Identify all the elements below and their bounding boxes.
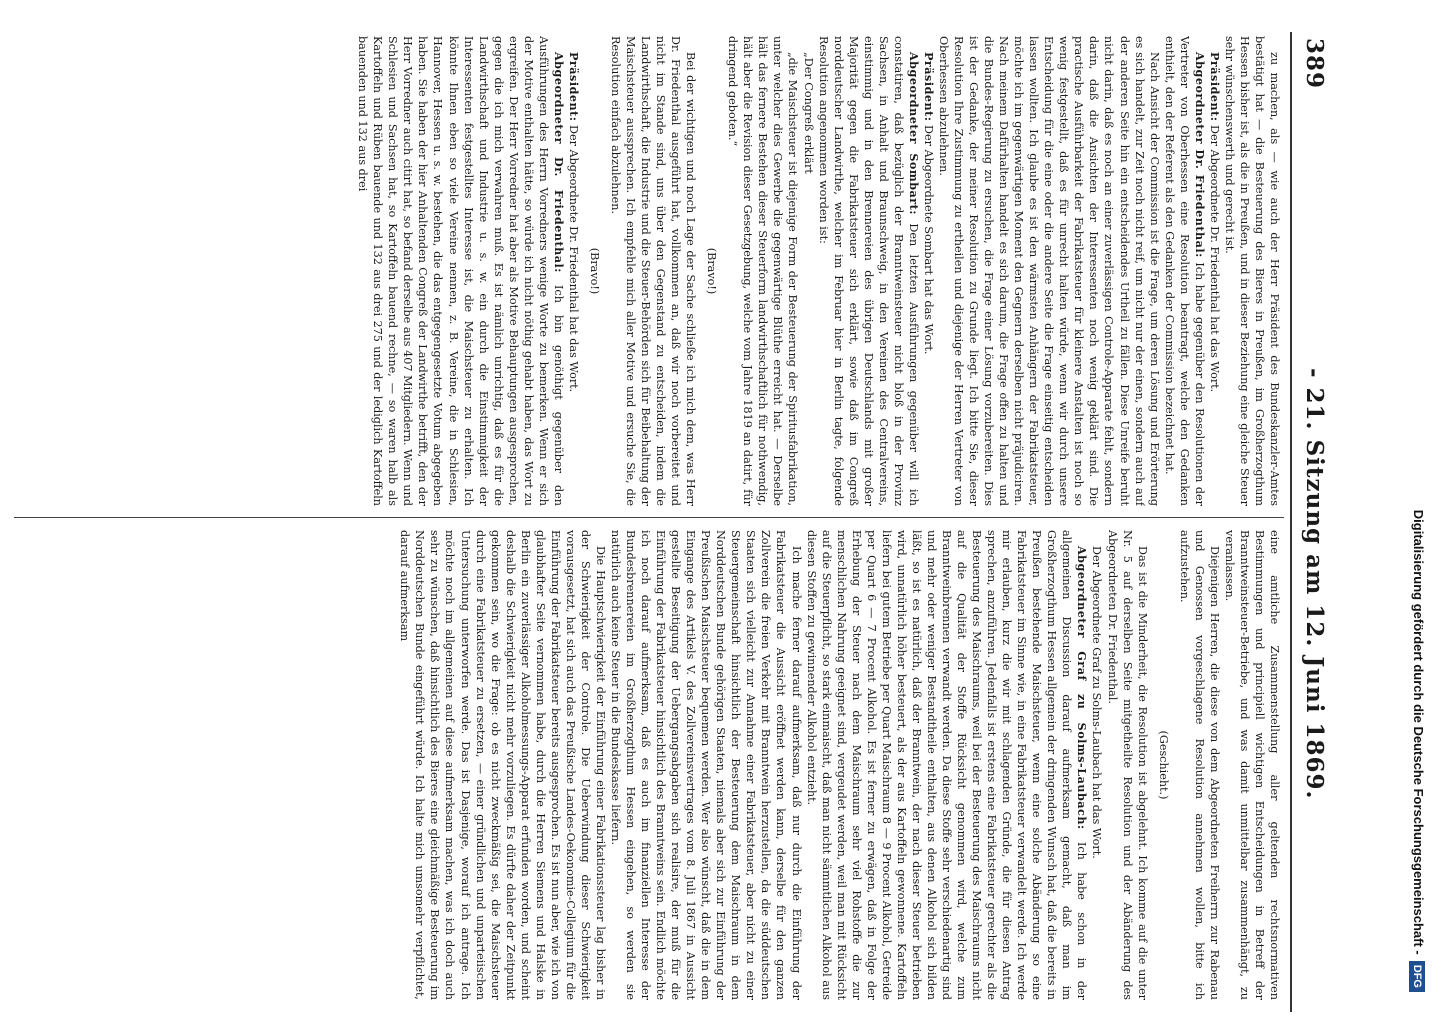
page-header — [1294, 38, 1328, 1002]
speaker-name: Abgeordneter Graf zu Solms-Laubach: — [1075, 546, 1090, 830]
speech-text: Der Abgeordnete Dr. Friedenthal hat das Wort. — [566, 125, 580, 393]
speaker-name: Präsident: — [566, 52, 581, 122]
left-text-column — [17, 36, 1282, 506]
speech-paragraph — [1162, 36, 1207, 506]
speech-paragraph — [566, 36, 581, 506]
text-paragraph: „Der Congreß erklärt — [801, 52, 815, 174]
speech-text: Den letzten Ausführungen gegenüber will ich constatiren, daß bezüglich der Branntweinsteuer nicht bloß in der Provinz Sachsen, in Anhalt und Braunschweig, in den Vereinen des Centralvereins, einstimmig und in den Brennereien des übrigen Deutschlands mit großer Majorität gegen die Fabrikatsteuer sich erklärt, sowie daß im Congreß norddeutscher Landwirthe, welcher im Februar hier in Berlin tagte, folgende Resolution angenommen worden ist: — [816, 36, 920, 506]
digitization-notice — [1404, 12, 1432, 992]
page-number: 389 — [1301, 38, 1328, 90]
dfg-logo: DFG — [1409, 961, 1425, 992]
text-paragraph: zu machen, als — wie auch der Herr Präsident des Bundeskanzler-Amtes bestätigt hat — die Besteuerung des Bieres in Preußen, im Großherzogthum Hessen bisher ist, als die in Preußen, und in dieser Beziehung eine gleiche Steuer sehr wünschenswerth und gerecht ist. — [1222, 36, 1281, 506]
speech-text: Ich bin genöthigt gegenüber den Ausführungen des Herrn Vorredners wenige Worte zu bemerken. Wenn er sich der Motive enthalten hätte, so würde ich nicht nöthig gehabt haben, das Wort zu ergreifen. Der Herr Vorredner hat aber als Motive Behauptungen ausgesprochen, gegen die ich mich verwahren muß. Es ist nämlich unrichtig, daß es für die Landwirthschaft und Industrie u. s. w. ein durch die Einstimmigkeit der Interessenten festgestelltes Interesse ist, die Maischsteuer zu erhalten. Ich könnte Ihnen eben so viele Vereine nennen, z. B. Vereine, die in Schlesien, Hannover, Hessen u. s. w. bestehen, die das entgegengesetzte Votum abgegeben haben. Sie haben der hier Anhaltenden Congreß der Landwirthe betrifft, den der Herr Vorredner auch citirt hat, so befand derselbe aus 407 Mitgliedern. Wenn und Schlesien und Sachsen hat, so Kartoffeln bauend rechne, — so waren halb als Kartoffeln und Rüben bauende und 132 aus drei 275 und der lediglich Kartoffeln bauenden und 132 aus drei — [356, 36, 565, 506]
digitization-notice-label: Digitalisierung gefördert durch die Deutsche Forschungsgemeinschaft - — [1411, 509, 1426, 955]
right-text-column — [17, 530, 1282, 1000]
text-paragraph: „die Maischsteuer ist diejenige Form der Besteuerung der Spiritusfabrikation, unter welcher dies Gewerbe die gegenwärtige Blüthe erreicht hat. — Derselbe hält das fernere Bestehen dieser Steuerform landwirthschaftlich für nothwendig, hält aber die Revision dieser Gesetzgebung, welche vom Jahre 1819 an datirt, für dringend geboten.“ — [726, 36, 800, 506]
document-page — [5, 22, 1340, 1022]
speaker-name: Abgeordneter Sombart: — [906, 52, 921, 215]
text-paragraph: eine amtliche Zusammenstellung aller geltenden rechtsnormativen Bestimmungen und principiell wichtigen Entscheidungen in Betreff der Branntweinsteuer-Betriebe, und was damit unmittelbar zusammenhängt, zu veranlassen. — [1222, 530, 1281, 1000]
speech-text: Ich habe gegenüber den Resolutionen der Vertreter von Oberhessen eine Resolution beantragt, welche den Gedanken enthielt, den der Referent als den Gedanken der Commission bezeichnet hat. — [1162, 36, 1206, 506]
speaker-name: Abgeordneter Dr. Friedenthal: — [551, 52, 566, 273]
text-paragraph: Ich mache ferner darauf aufmerksam, daß nur durch die Einführung der Fabrikatsteuer die Aussicht eröffnet werden kann, derselbe für den ganzen Zollverein die freien Verkehr mit Branntwein herzustellen, da die süddeutschen Staaten sich vielleicht zur Annahme einer Fabrikatsteuer, aber nicht zu einer Steuergemeinschaft hinsichtlich der Besteuerung dem Maischraum in dem Norddeutschen Bunde gehörigen Staaten, niemals aber sich zur Einführung der Preußischen Maischsteuer bequemen werden. Wer also wünscht, daß die in dem Eingange des Artikels V. des Zollvereinsvertrages vom 8. Juli 1867 in Aussicht gestellte Beseitigung der Uebergangsabgaben sich realisire, der muß für die Einführung der Fabrikatsteuer hinsichtlich des Branntweins sein. Endlich möchte ich noch darauf aufmerksam, daß es auch im finanziellen Interesse der Bundesbrennereien im Großherzogthum Hessen eingehen, so werden sie natürlich auch keine Steuer in die Bundeskasse liefern. — [608, 530, 803, 1000]
text-paragraph: Das ist die Minderheit, die Resolution ist abgelehnt. Ich komme auf die unter Nr. 5 auf derselben Seite mitgetheilte Resolution und der Abänderung des Abgeordneten Dr. Friedenthal. — [1105, 530, 1149, 1000]
digitization-notice-text — [1404, 12, 1432, 992]
speech-paragraph — [921, 36, 936, 506]
running-title: - 21. Sitzung am 12. Juni 1869. — [1301, 368, 1328, 800]
speech-text: Der Abgeordnete Dr. Friedenthal hat das Wort. — [1207, 125, 1221, 393]
speech-paragraph — [816, 36, 921, 506]
speaker-name: Abgeordneter Dr. Friedenthal: — [1192, 52, 1207, 258]
speaker-name: Präsident: — [921, 52, 936, 122]
speech-paragraph — [1207, 36, 1222, 506]
speech-paragraph — [355, 36, 566, 506]
column-divider — [14, 517, 1284, 518]
text-paragraph: Nach Ansicht der Commission ist die Frage, um deren Lösung und Erörterung es sich handelt, zur Zeit noch nicht reif, um nicht nur der einen, sondern auch auf der anderen Seite hin ein entscheidendes Urtheil zu fällen. Diese Unreife beruht nicht darin, daß es noch an einer zuverlässigen Controle-Apparate fehlt, sondern darin, daß die Ansichten der Interessenten noch wenig geklärt sind. Die practische Ausführbarkeit der Fabrikatsteuer für kleinere Anstalten ist noch so wenig festgestellt, daß es für unrecht halten würde, wenn wir durch unsere Entscheidung für die eine oder die andere Seite die Frage einseitig entscheiden lassen wollten. Ich glaube es ist den wärmsten Anhängern der Fabrikatsteuer, möchte ich im gegenwärtigen Moment den Gegnern derselben nicht präjudiciren. Nach meinem Dafürhalten handelt es sich darum, die Frage offen zu halten und die Bundes-Regierung zu ersuchen, die Frage einer Lösung vorzubereiten. Dies ist der Gedanke, der meiner Resolution zu Grunde liegt. Ich bitte Sie, dieser Resolution Ihre Zustimmung zu ertheilen und diejenige der Herren Vertreter von Oberhessen abzulehnen. — [936, 36, 1161, 506]
speech-text: Ich habe schon in der allgemeinen Discussion darauf aufmerksam gemacht, daß man im Großherzogthum Hessen allgemein der dringenden Wunsch hat, daß die bereits in Preußen bestehende Maischsteuer, wenn eine solche Abänderung so eine Fabrikatsteuer im Sinne wie, in eine Fabrikatsteuer verwandelt werde. Ich werde mir erlauben, kurz die wir mit schlagenden Gründe, die für diesen Antrag sprechen, anzuführen. Jedenfalls ist erstens eine Fabrikatsteuer gerechter als die Besteuerung des Maischraums, weil bei der Besteuerung des Maischraums nicht auf die Qualität der Stoffe Rücksicht genommen wird, welche zum Branntweinbrennen verwandt werden. Da diese Stoffe sehr verschiedenartig sind und mehr oder weniger Bestandtheile enthalten, aus denen Alkohol sich bilden läßt, so ist es natürlich, daß der Branntwein, der nach dieser Steuer betrieben wird, unnatürlich höher besteuert, als der aus Kartoffeln gewonnene. Kartoffeln liefern bei gutem Betriebe per Quart Maischraum 8 — 9 Procent Alkohol, Getreide per Quart 6 — 7 Procent Alkohol. Es ist ferner zu erwägen, daß in Folge der Erhebung der Steuer nach dem Maischraum sehr viel Rohstoffe die zur menschlichen Nahrung geeignet sind, vergeudet werden, weil man mit Rücksicht auf die Steuerpflicht, so stark einmaischt, daß man nicht sämmtlichen Alkohol aus diesen Stoffen zu gewinnender Alkohol entzieht. — [804, 530, 1089, 1000]
text-paragraph: Der Abgeordnete Graf zu Solms-Laubach hat das Wort. — [1090, 546, 1104, 859]
stage-note: (Geschieht.) — [1156, 730, 1170, 800]
header-rule — [1290, 32, 1292, 1012]
speech-text: Der Abgeordnete Sombart hat das Wort. — [921, 125, 935, 355]
stage-note: (Bravo!) — [587, 247, 601, 295]
text-paragraph: Bei der wichtigen und noch Lage der Sache schließe ich mich dem, was Herr Dr. Friedenthal ausgeführt hat, vollkommen an, daß wir noch vorbereitet und nicht im Stande sind, uns über den Gegenstand zu entscheiden, indem die Landwirthschaft, die Industrie und die Steuer-Behörden sich für Beibehaltung der Maischsteuer aussprechen. Ich empfehle mich aller Motive und ersuche Sie, die Resolution einfach abzulehnen. — [608, 36, 698, 506]
text-paragraph: Diejenigen Herren, die diese von dem Abgeordneten Freiherrn zur Rabenau und Genossen vorgeschlagene Resolution annehmen wollen, bitte ich aufzustehen. — [1177, 530, 1221, 1000]
speaker-name: Präsident: — [1207, 52, 1222, 122]
text-paragraph: Die Hauptschwierigkeit der Einführung einer Fabrikationssteuer lag bisher in der Schwierigkeit der Controle. Die Ueberwindung dieser Schwierigkeit vorausgesetzt, hat sich auch das Preußische Landes-Oekonomie-Collegium für die Einführung der Fabrikatsteuer bereits ausgesprochen. Es ist nun aber, wie ich von glaubhafter Seite vernommen habe, durch die Herren Siemens und Halske in Berlin ein zuverlässiger Alkoholmessungs-Apparat erfunden worden, und scheint deshalb die Schwierigkeit nicht mehr vorzuliegen. Es dürfte daher der Zeitpunkt gekommen sein, wo die Frage: ob es nicht zweckmäßig sei, die Maischsteuer durch eine Fabrikatsteuer zu ersetzen, — einer gründlichen und unparteiischen Untersuchung unterworfen werde. Das ist Dasjenige, worauf ich antrage. Ich möchte noch im allgemeinen auf diese aufmerksam machen, was ich doch auch sehr zu wünschen, daß hinsichtlich des Bieres eine gleichmäßige Besteuerung im Norddeutschen Bunde eingeführt würde. Ich halte mich umsomehr verpflichtet, darauf aufmerksam — [398, 530, 607, 1000]
speech-paragraph — [804, 530, 1090, 1000]
stage-note: (Bravo!) — [705, 247, 719, 295]
